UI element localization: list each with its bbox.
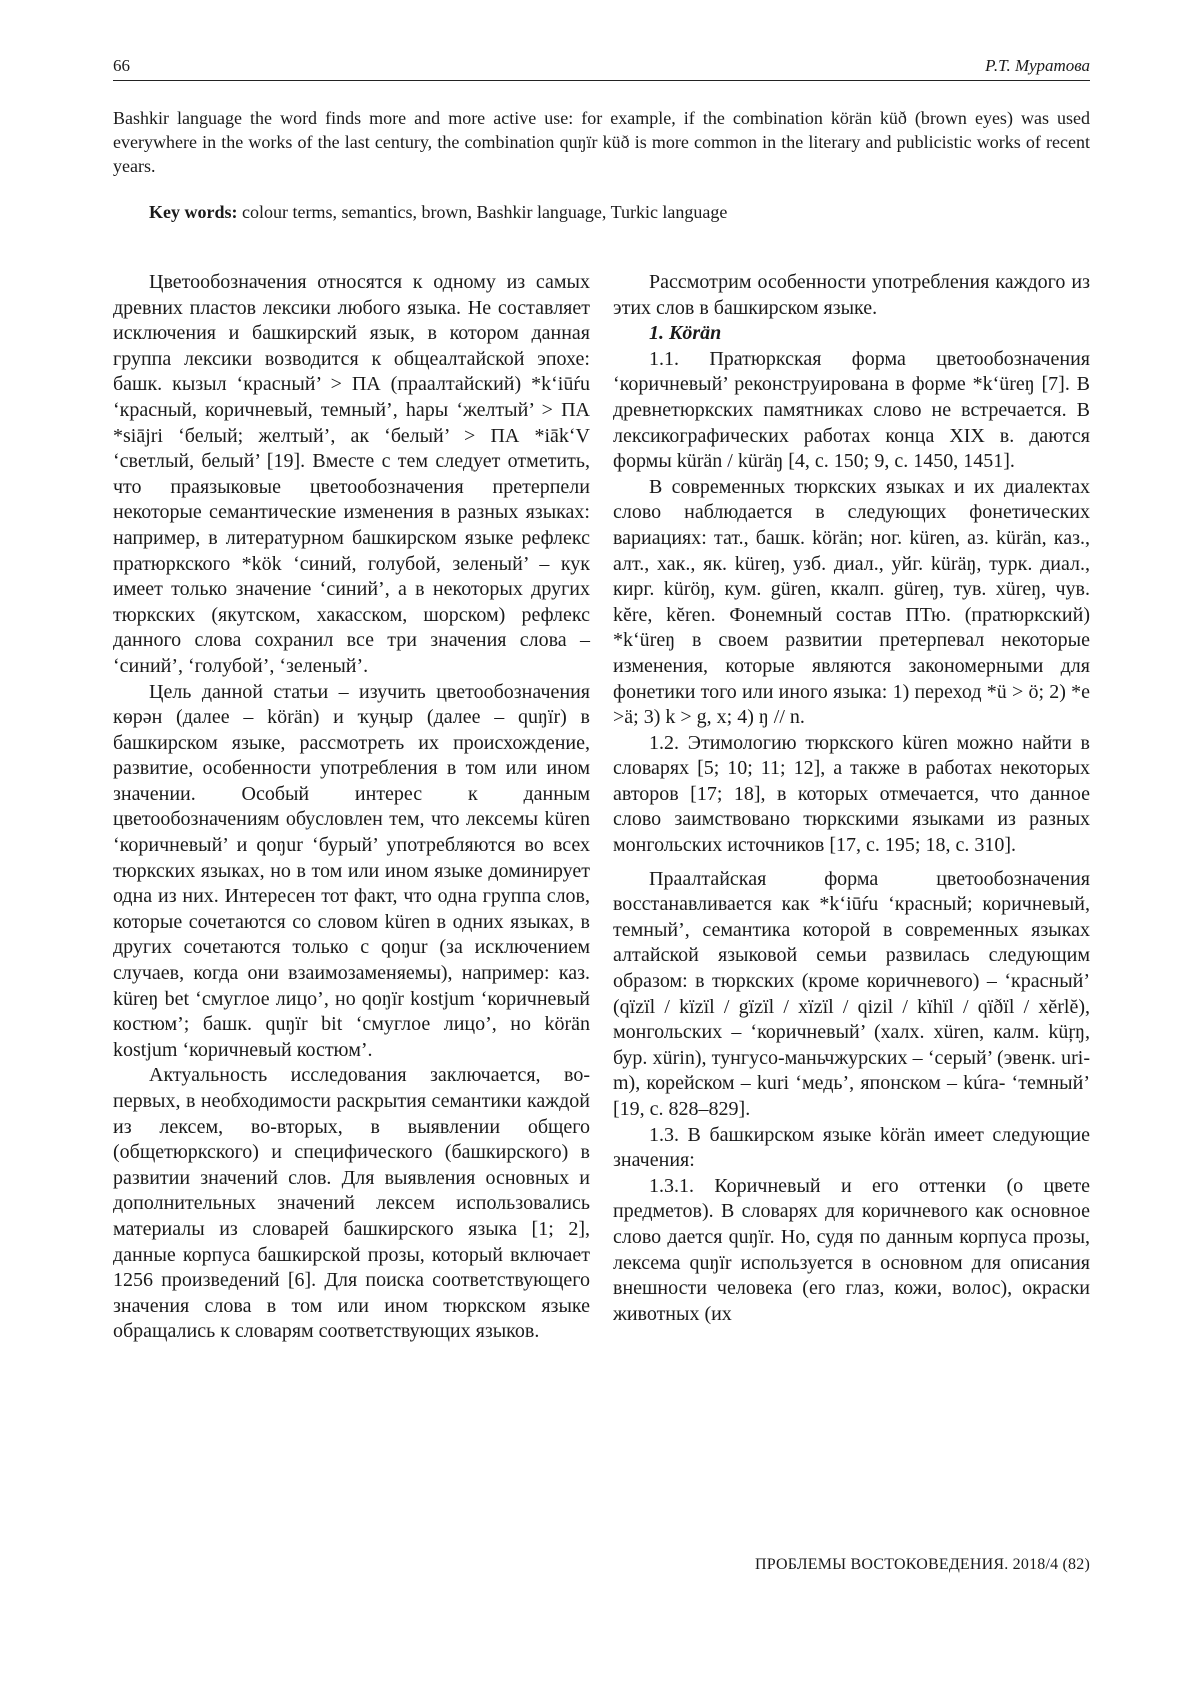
keywords-label: Key words: (149, 202, 238, 222)
abstract-text: Bashkir language the word finds more and more active use: for example, if the combination körän küð (brown eyes) was used everywhere in the works of the last century, the combination quŋïr küð is more common in the literary and publicistic works of recent years. (113, 108, 1090, 176)
paragraph: 1.3. В башкирском языке körän имеет следующие значения: (613, 1123, 1090, 1172)
right-column (613, 270, 1090, 1345)
paragraph: Актуальность исследования заключается, во-первых, в необходимости раскрытия семантики каждой из лексем, во-вторых, в выявлении общего (общетюркского) и специфического (башкирского) в развитии значений слов. Для выявления основных и дополнительных значений лексем использовались материалы из словарей башкирского языка [1; 2], данные корпуса башкирской прозы, который включает 1256 произведений [6]. Для поиска соответствующего значения слова в том или ином тюркском языке обращались к словарям соответствующих языков. (113, 1064, 590, 1343)
page-number: 66 (113, 56, 130, 75)
paragraph: 1.2. Этимологию тюркского küren можно найти в словарях [5; 10; 11; 12], а также в работах некоторых авторов [17; 18], в которых отмечается, что данное слово заимствовано тюркскими языками из разных монгольских источников [17, с. 195; 18, с. 310]. (613, 731, 1090, 857)
running-header (113, 56, 1090, 81)
keywords (113, 200, 1090, 224)
paragraph: Рассмотрим особенности употребления каждого из этих слов в башкирском языке. (613, 271, 1090, 319)
paragraph: Праалтайская форма цветообозначения восстанавливается как *k‘iūŕu ‘красный; коричневый, темный’, семантика которой в современных языках алтайской языковой семьи развилась следующим образом: в тюркских (кроме коричневого) – ‘красный’ (qïzïl / kïzïl / gïzïl / xïzïl / qizil / kïhïl / qïðïl / xĕrlĕ), монгольских – ‘коричневый’ (халх. xüren, калм. küŗŋ, бур. xürin), тунгусо-маньчжурских – ‘серый’ (эвенк. uri-m), корейском – kuri ‘медь’, японском – kúra- ‘темный’ [19, с. 828–829]. (613, 867, 1090, 1120)
paragraph: Цветообозначения относятся к одному из самых древних пластов лексики любого языка. Не составляет исключения и башкирский язык, в котором данная группа лексики возводится к общеалтайской эпохе: башк. кызыл ‘красный’ > ПА (праалтайский) *k‘iūŕu ‘красный, коричневый, темный’, һары ‘желтый’ > ПА *siājri ‘белый; желтый’, ак ‘белый’ > ПА *iāk‘V ‘светлый, белый’ [19]. Вместе с тем следует отметить, что праязыковые цветообозначения претерпели некоторые семантические изменения в разных языках: например, в литературном башкирском языке рефлекс пратюркского *kök ‘синий, голубой, зеленый’ – кук имеет только значение ‘синий’, а в некоторых других тюркских (якутском, хакасском, шорском) рефлекс данного слова сохранил все три значения слова – ‘синий’, ‘голубой’, ‘зеленый’. (113, 271, 590, 677)
paragraph: 1.3.1. Коричневый и его оттенки (о цвете предметов). В словарях для коричневого как основное слово дается quŋïr. Но, судя по данным корпуса прозы, лексема quŋïr используется в основном для описания внешности человека (его глаз, кожи, волос), окраски животных (их (613, 1174, 1090, 1325)
section-heading: 1. Körän (649, 322, 722, 345)
paragraph: Цель данной статьи – изучить цветообозначения көрән (далее – körän) и ҡуңыр (далее – quŋïr) в башкирском языке, рассмотреть их происхождение, развитие, особенности употребления в том или ином значении. Особый интерес к данным цветообозначениям обусловлен тем, что лексемы küren ‘коричневый’ и qoŋur ‘бурый’ употребляются во всех тюркских языках, но в том или ином языке доминирует одна из них. Интересен тот факт, что одна группа слов, которые сочетаются со словом küren в одних языках, в других сочетаются только с qoŋur (за исключением случаев, когда они взаимозаменяемы), например: каз. küreŋ bet ‘смуглое лицо’, но qoŋïr kostjum ‘коричневый костюм’; башк. quŋïr bit ‘смуглое лицо’, но körän kostjum ‘коричневый костюм’. (113, 680, 590, 1061)
body-columns (113, 270, 1090, 1345)
running-author: Р.Т. Муратова (985, 56, 1090, 75)
page (113, 56, 1090, 1573)
left-column (113, 270, 590, 1345)
journal-footer: ПРОБЛЕМЫ ВОСТОКОВЕДЕНИЯ. 2018/4 (82) (754, 1556, 1090, 1573)
keywords-text: colour terms, semantics, brown, Bashkir language, Turkic language (237, 202, 728, 222)
paragraph: В современных тюркских языках и их диалектах слово наблюдается в следующих фонетических вариациях: тат., башк. körän; ног. küren, аз. kürän, каз., алт., хак., як. küreŋ, узб. диал., уйг. küräŋ, турк. диал., кирг. küröŋ, кум. güren, ккалп. güreŋ, тув. xüreŋ, чув. kĕre, kĕren. Фонемный состав ПТю. (пратюркский) *k‘üreŋ в своем развитии претерпевал некоторые изменения, которые являются закономерными для фонетики того или иного языка: 1) переход *ü > ö; 2) *e >ä; 3) k > g, x; 4) ŋ // n. (613, 475, 1090, 729)
paragraph: 1.1. Пратюркская форма цветообозначения ‘коричневый’ реконструирована в форме *k‘üreŋ [7]. В древнетюркских памятниках слово не встречается. В лексикографических работах конца XIX в. даются формы kürän / küräŋ [4, с. 150; 9, с. 1450, 1451]. (613, 347, 1090, 473)
